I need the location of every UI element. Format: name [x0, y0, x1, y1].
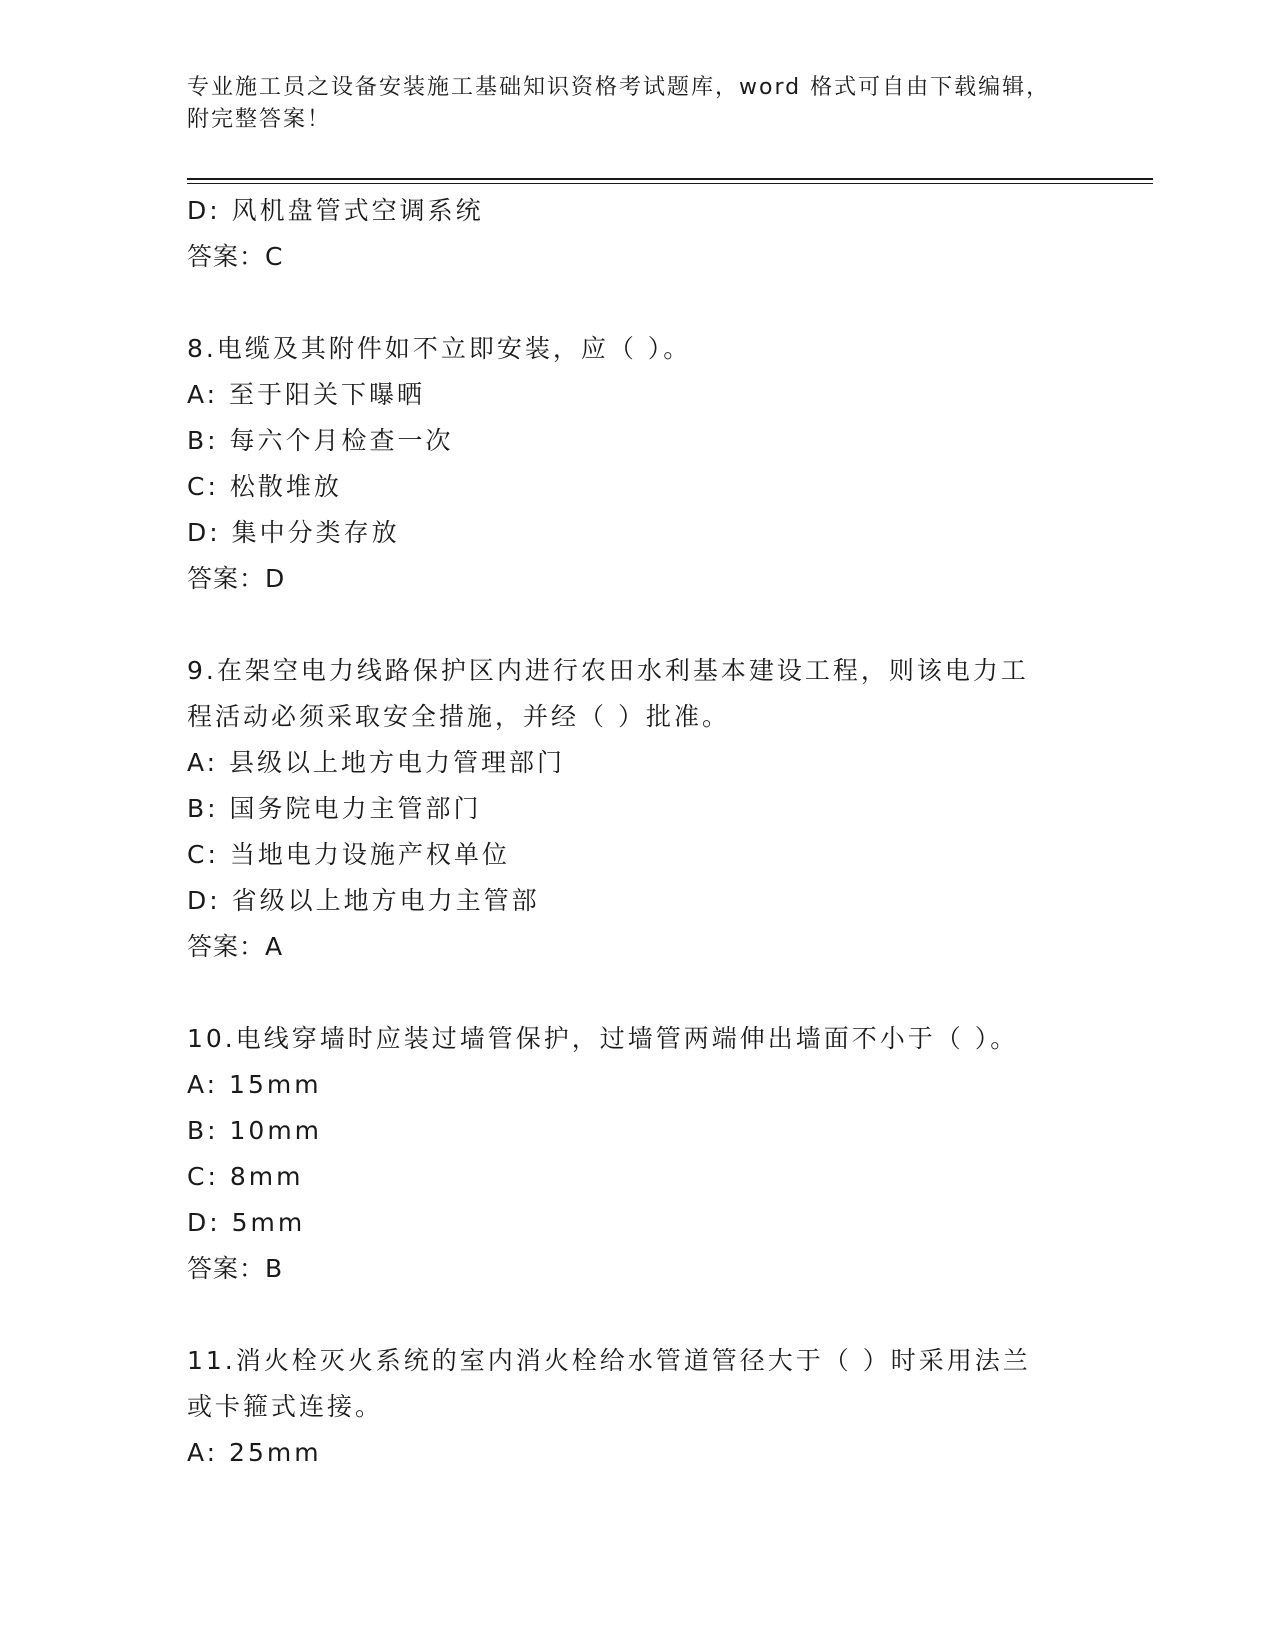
spacer — [187, 1292, 1087, 1338]
q7-answer: 答案：C — [187, 242, 284, 271]
question-8-option-b: B: 每六个月检查一次 — [187, 426, 454, 455]
header-divider-thick — [187, 178, 1153, 180]
spacer — [187, 602, 1087, 648]
spacer — [187, 970, 1087, 1016]
question-9-option-a: A: 县级以上地方电力管理部门 — [187, 748, 566, 777]
question-9-answer: 答案：A — [187, 932, 284, 961]
question-8-option-a: A: 至于阳关下曝晒 — [187, 380, 426, 409]
q7-option-d: D: 风机盘管式空调系统 — [187, 196, 484, 225]
question-11-stem-line-1: 11.消火栓灭火系统的室内消火栓给水管道管径大于（ ）时采用法兰 — [187, 1346, 1031, 1375]
question-10-option-b: B: 10mm — [187, 1116, 323, 1145]
question-10-stem: 10.电线穿墙时应装过墙管保护，过墙管两端伸出墙面不小于（ ）。 — [187, 1024, 1019, 1053]
spacer — [187, 280, 1087, 326]
question-9-stem-line-2: 程活动必须采取安全措施，并经（ ）批准。 — [187, 702, 730, 731]
header-line-1: 专业施工员之设备安装施工基础知识资格考试题库，word 格式可自由下载编辑， — [187, 75, 1051, 100]
question-8-option-c: C: 松散堆放 — [187, 472, 342, 501]
question-8-option-d: D: 集中分类存放 — [187, 518, 400, 547]
header-line-2: 附完整答案！ — [187, 107, 332, 132]
question-10-answer: 答案：B — [187, 1254, 284, 1283]
question-11-stem-line-2: 或卡箍式连接。 — [187, 1392, 384, 1421]
question-8-stem: 8.电缆及其附件如不立即安装，应（ ）。 — [187, 334, 692, 363]
document-header — [187, 72, 1087, 136]
question-9 — [187, 648, 1087, 970]
question-8-answer: 答案：D — [187, 564, 286, 593]
question-9-option-b: B: 国务院电力主管部门 — [187, 794, 482, 823]
question-9-option-c: C: 当地电力设施产权单位 — [187, 840, 510, 869]
question-9-stem-line-1: 9.在架空电力线路保护区内进行农田水利基本建设工程，则该电力工 — [187, 656, 1029, 685]
question-10 — [187, 1016, 1087, 1292]
question-10-option-a: A: 15mm — [187, 1070, 322, 1099]
question-11 — [187, 1338, 1087, 1476]
question-10-option-c: C: 8mm — [187, 1162, 304, 1191]
header-divider-thin — [187, 183, 1153, 184]
question-11-option-a: A: 25mm — [187, 1438, 322, 1467]
question-10-option-d: D: 5mm — [187, 1208, 306, 1237]
question-list — [187, 188, 1087, 1476]
question-9-option-d: D: 省级以上地方电力主管部 — [187, 886, 540, 915]
question-8 — [187, 326, 1087, 602]
